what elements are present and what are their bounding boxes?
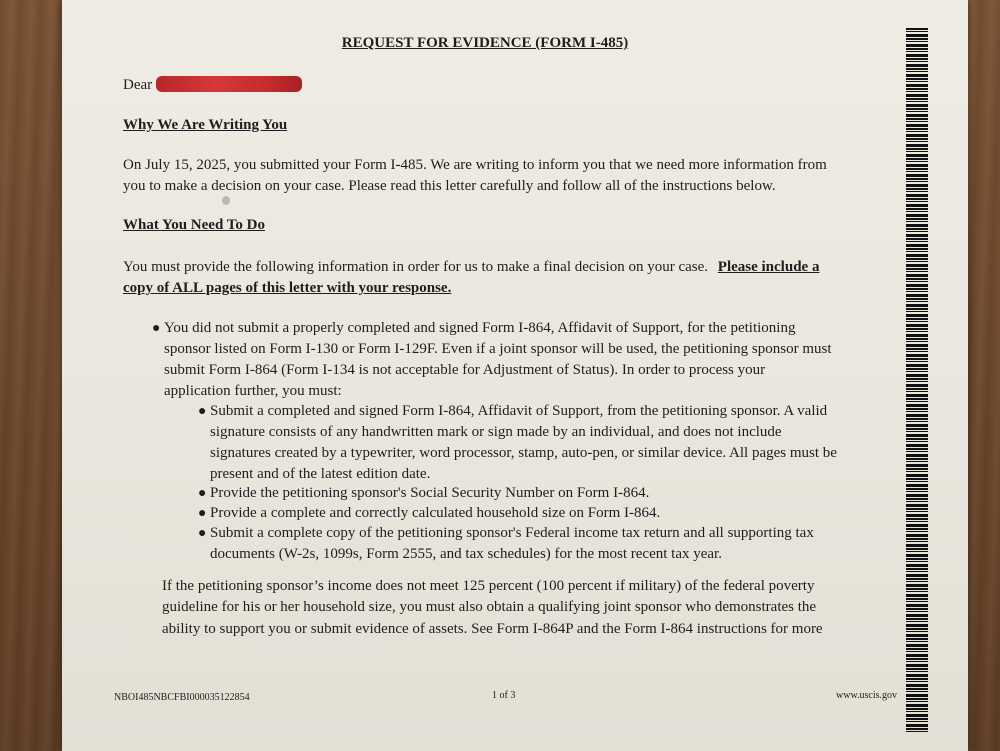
- main-bullet: [152, 318, 832, 402]
- bullet-dot: ●: [152, 321, 161, 336]
- sub-bullet-1-line-1: Submit a completed and signed Form I-864, Affidavit of Support, from the petitioning sponsor. A valid: [210, 403, 828, 419]
- main-bullet-line-3: submit Form I-864 (Form I-134 is not acceptable for Adjustment of Status). In order to process your: [164, 362, 766, 378]
- section1-line-1: On July 15, 2025, you submitted your Form I-485. We are writing to inform you that we need more information from: [123, 157, 827, 173]
- sub-bullet-1-line-4: present and of the latest edition date.: [210, 466, 431, 482]
- sub-bullet-1-line-2: signature consists of any handwritten mark or sign made by an individual, and does not include: [210, 424, 782, 440]
- sub-bullet-2: [198, 483, 650, 504]
- section2-plain-text: You must provide the following information in order for us to make a final decision on your case.: [123, 259, 709, 275]
- paper-speck: [222, 196, 230, 205]
- sub-bullet-3-line-1: Provide a complete and correctly calculated household size on Form I-864.: [210, 505, 661, 521]
- closing-line-2: guideline for his or her household size, you must also obtain a qualifying joint sponsor who demonstrates the: [162, 599, 817, 615]
- letter-title: REQUEST FOR EVIDENCE (FORM I-485): [341, 35, 629, 51]
- main-bullet-line-2: sponsor listed on Form I-130 or Form I-129F. Even if a joint sponsor will be used, the petitioning sponsor must: [164, 341, 832, 357]
- section2-line-1: [123, 257, 819, 278]
- heading-what-to-do: What You Need To Do: [123, 217, 265, 233]
- section2-emphasis-2: copy of ALL pages of this letter with your response.: [123, 280, 452, 296]
- closing-line-3: ability to support you or submit evidence of assets. See Form I-864P and the Form I-864 instructions for more: [162, 621, 823, 637]
- letter-page: [62, 0, 968, 751]
- sub-bullet-1-line-3: signatures created by a typewriter, word processor, stamp, auto-pen, or similar device. All pages must be: [210, 445, 837, 461]
- main-bullet-line-4: application further, you must:: [164, 383, 342, 399]
- sub-bullet-1: [198, 401, 837, 485]
- footer-doc-id: NBOI485NBCFBI000035122854: [114, 692, 250, 703]
- sub-bullet-4: [198, 523, 814, 565]
- heading-why-writing: Why We Are Writing You: [123, 117, 288, 133]
- main-bullet-line-1: You did not submit a properly completed and signed Form I-864, Affidavit of Support, for the petitioning: [164, 320, 796, 336]
- bullet-dot: ●: [198, 404, 207, 419]
- greeting-text: Dear: [123, 77, 153, 93]
- section1-line-2: you to make a decision on your case. Please read this letter carefully and follow all of the instructions below.: [123, 178, 776, 194]
- section2-emphasis-1: Please include a: [717, 259, 820, 275]
- redacted-name-mark: [156, 76, 302, 92]
- closing-line-1: If the petitioning sponsor’s income does not meet 125 percent (100 percent if military) of the federal poverty: [162, 578, 815, 594]
- sub-bullet-4-line-1: Submit a complete copy of the petitioning sponsor's Federal income tax return and all supporting tax: [210, 525, 814, 541]
- bullet-dot: ●: [198, 486, 207, 501]
- sub-bullet-3: [198, 503, 661, 524]
- barcode-strip: [906, 28, 928, 733]
- greeting: [123, 76, 302, 94]
- sub-bullet-2-line-1: Provide the petitioning sponsor's Social Security Number on Form I-864.: [210, 485, 650, 501]
- footer-website: www.uscis.gov: [836, 690, 898, 701]
- bullet-dot: ●: [198, 526, 207, 541]
- footer-page-number: 1 of 3: [492, 690, 516, 701]
- bullet-dot: ●: [198, 506, 207, 521]
- sub-bullet-4-line-2: documents (W-2s, 1099s, Form 2555, and tax schedules) for the most recent tax year.: [210, 546, 722, 562]
